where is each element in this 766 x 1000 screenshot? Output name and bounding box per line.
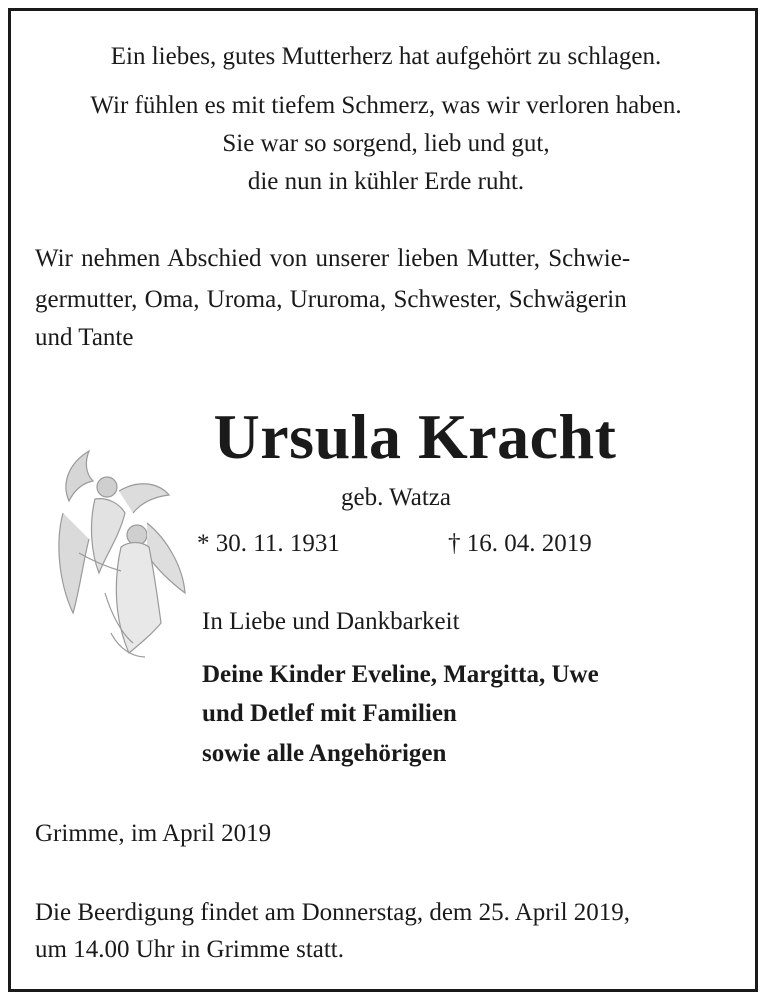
intro-line: und Tante xyxy=(35,324,134,351)
mourners-line: Deine Kinder Eveline, Margitta, Uwe xyxy=(202,661,599,688)
obituary-notice xyxy=(8,8,758,992)
funeral-line: um 14.00 Uhr in Grimme statt. xyxy=(35,936,344,963)
place-date: Grimme, im April 2019 xyxy=(35,820,272,847)
poem-line: Ein liebes, gutes Mutterherz hat aufgehört zu schlagen. xyxy=(110,43,662,70)
funeral-line: Die Beerdigung findet am Donnerstag, dem 25. April 2019, xyxy=(35,899,631,926)
poem-line: Sie war so sorgend, lieb und gut, xyxy=(222,130,550,157)
birth-date: * 30. 11. 1931 xyxy=(197,530,340,557)
intro-line: Wir nehmen Abschied von unserer lieben Mutter, Schwie- xyxy=(35,245,631,272)
mourners-line: sowie alle Angehörigen xyxy=(202,740,447,767)
angel-illustration xyxy=(49,443,189,667)
deceased-name: Ursula Kracht xyxy=(213,401,617,472)
intro-line: germutter, Oma, Uroma, Ururoma, Schwester, Schwägerin xyxy=(35,286,627,313)
poem-line: die nun in kühler Erde ruht. xyxy=(247,168,525,195)
mourners-line: und Detlef mit Familien xyxy=(202,700,457,727)
poem-line: Wir fühlen es mit tiefem Schmerz, was wir verloren haben. xyxy=(90,92,682,119)
gratitude-line: In Liebe und Dankbarkeit xyxy=(202,608,460,635)
maiden-name: geb. Watza xyxy=(341,484,451,511)
death-date: † 16. 04. 2019 xyxy=(448,530,592,557)
